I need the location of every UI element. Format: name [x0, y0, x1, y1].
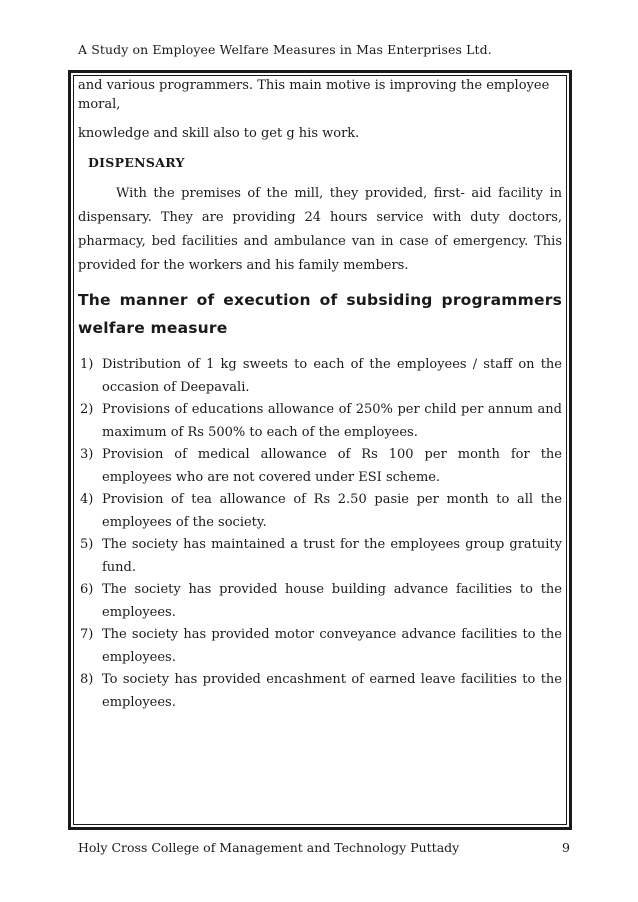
list-item-number: 6): [80, 582, 94, 597]
list-item-text: Distribution of 1 kg sweets to each of the employees / staff on the occasion of Deepavali.: [102, 357, 562, 395]
footer-page-number: 9: [562, 840, 570, 855]
list-item: [78, 444, 562, 489]
list-item: [78, 534, 562, 579]
dispensary-paragraph: With the premises of the mill, they provided, first- aid facility in dispensary. They are providing 24 hours service with duty doctors, pharmacy, bed facilities and ambulance van in case of emergency. This provided for the workers and his family members.: [78, 186, 562, 273]
list-item-number: 2): [80, 402, 94, 417]
list-item-text: Provision of medical allowance of Rs 100 per month for the employees who are not covered under ESI scheme.: [102, 447, 562, 485]
list-item: [78, 579, 562, 624]
list-item-text: The society has provided motor conveyance advance facilities to the employees.: [102, 627, 562, 665]
list-item-number: 8): [80, 672, 94, 687]
list-item-number: 1): [80, 357, 94, 372]
list-item: [78, 669, 562, 714]
list-item: [78, 399, 562, 444]
list-item: [78, 624, 562, 669]
welfare-points-list: [78, 354, 562, 714]
page-header-title: A Study on Employee Welfare Measures in Mas Enterprises Ltd.: [78, 42, 492, 57]
list-item: [78, 354, 562, 399]
intro-text: and various programmers. This main motive is improving the employee moral,: [78, 78, 550, 112]
dispensary-heading: DISPENSARY: [88, 155, 185, 170]
intro-text-continued: knowledge and skill also to get g his work.: [78, 126, 360, 141]
list-item-text: Provisions of educations allowance of 250% per child per annum and maximum of Rs 500% to each of the employees.: [102, 402, 562, 440]
section-heading: The manner of execution of subsiding programmers welfare measure: [78, 291, 562, 337]
list-item-number: 7): [80, 627, 94, 642]
list-item-number: 5): [80, 537, 94, 552]
page-content: [78, 76, 562, 714]
list-item-number: 3): [80, 447, 94, 462]
footer-college-name: Holy Cross College of Management and Technology Puttady: [78, 840, 460, 855]
list-item-number: 4): [80, 492, 94, 507]
list-item-text: To society has provided encashment of earned leave facilities to the employees.: [102, 672, 562, 710]
list-item-text: The society has provided house building advance facilities to the employees.: [102, 582, 562, 620]
list-item-text: The society has maintained a trust for the employees group gratuity fund.: [102, 537, 562, 575]
list-item-text: Provision of tea allowance of Rs 2.50 pasie per month to all the employees of the society.: [102, 492, 562, 530]
list-item: [78, 489, 562, 534]
